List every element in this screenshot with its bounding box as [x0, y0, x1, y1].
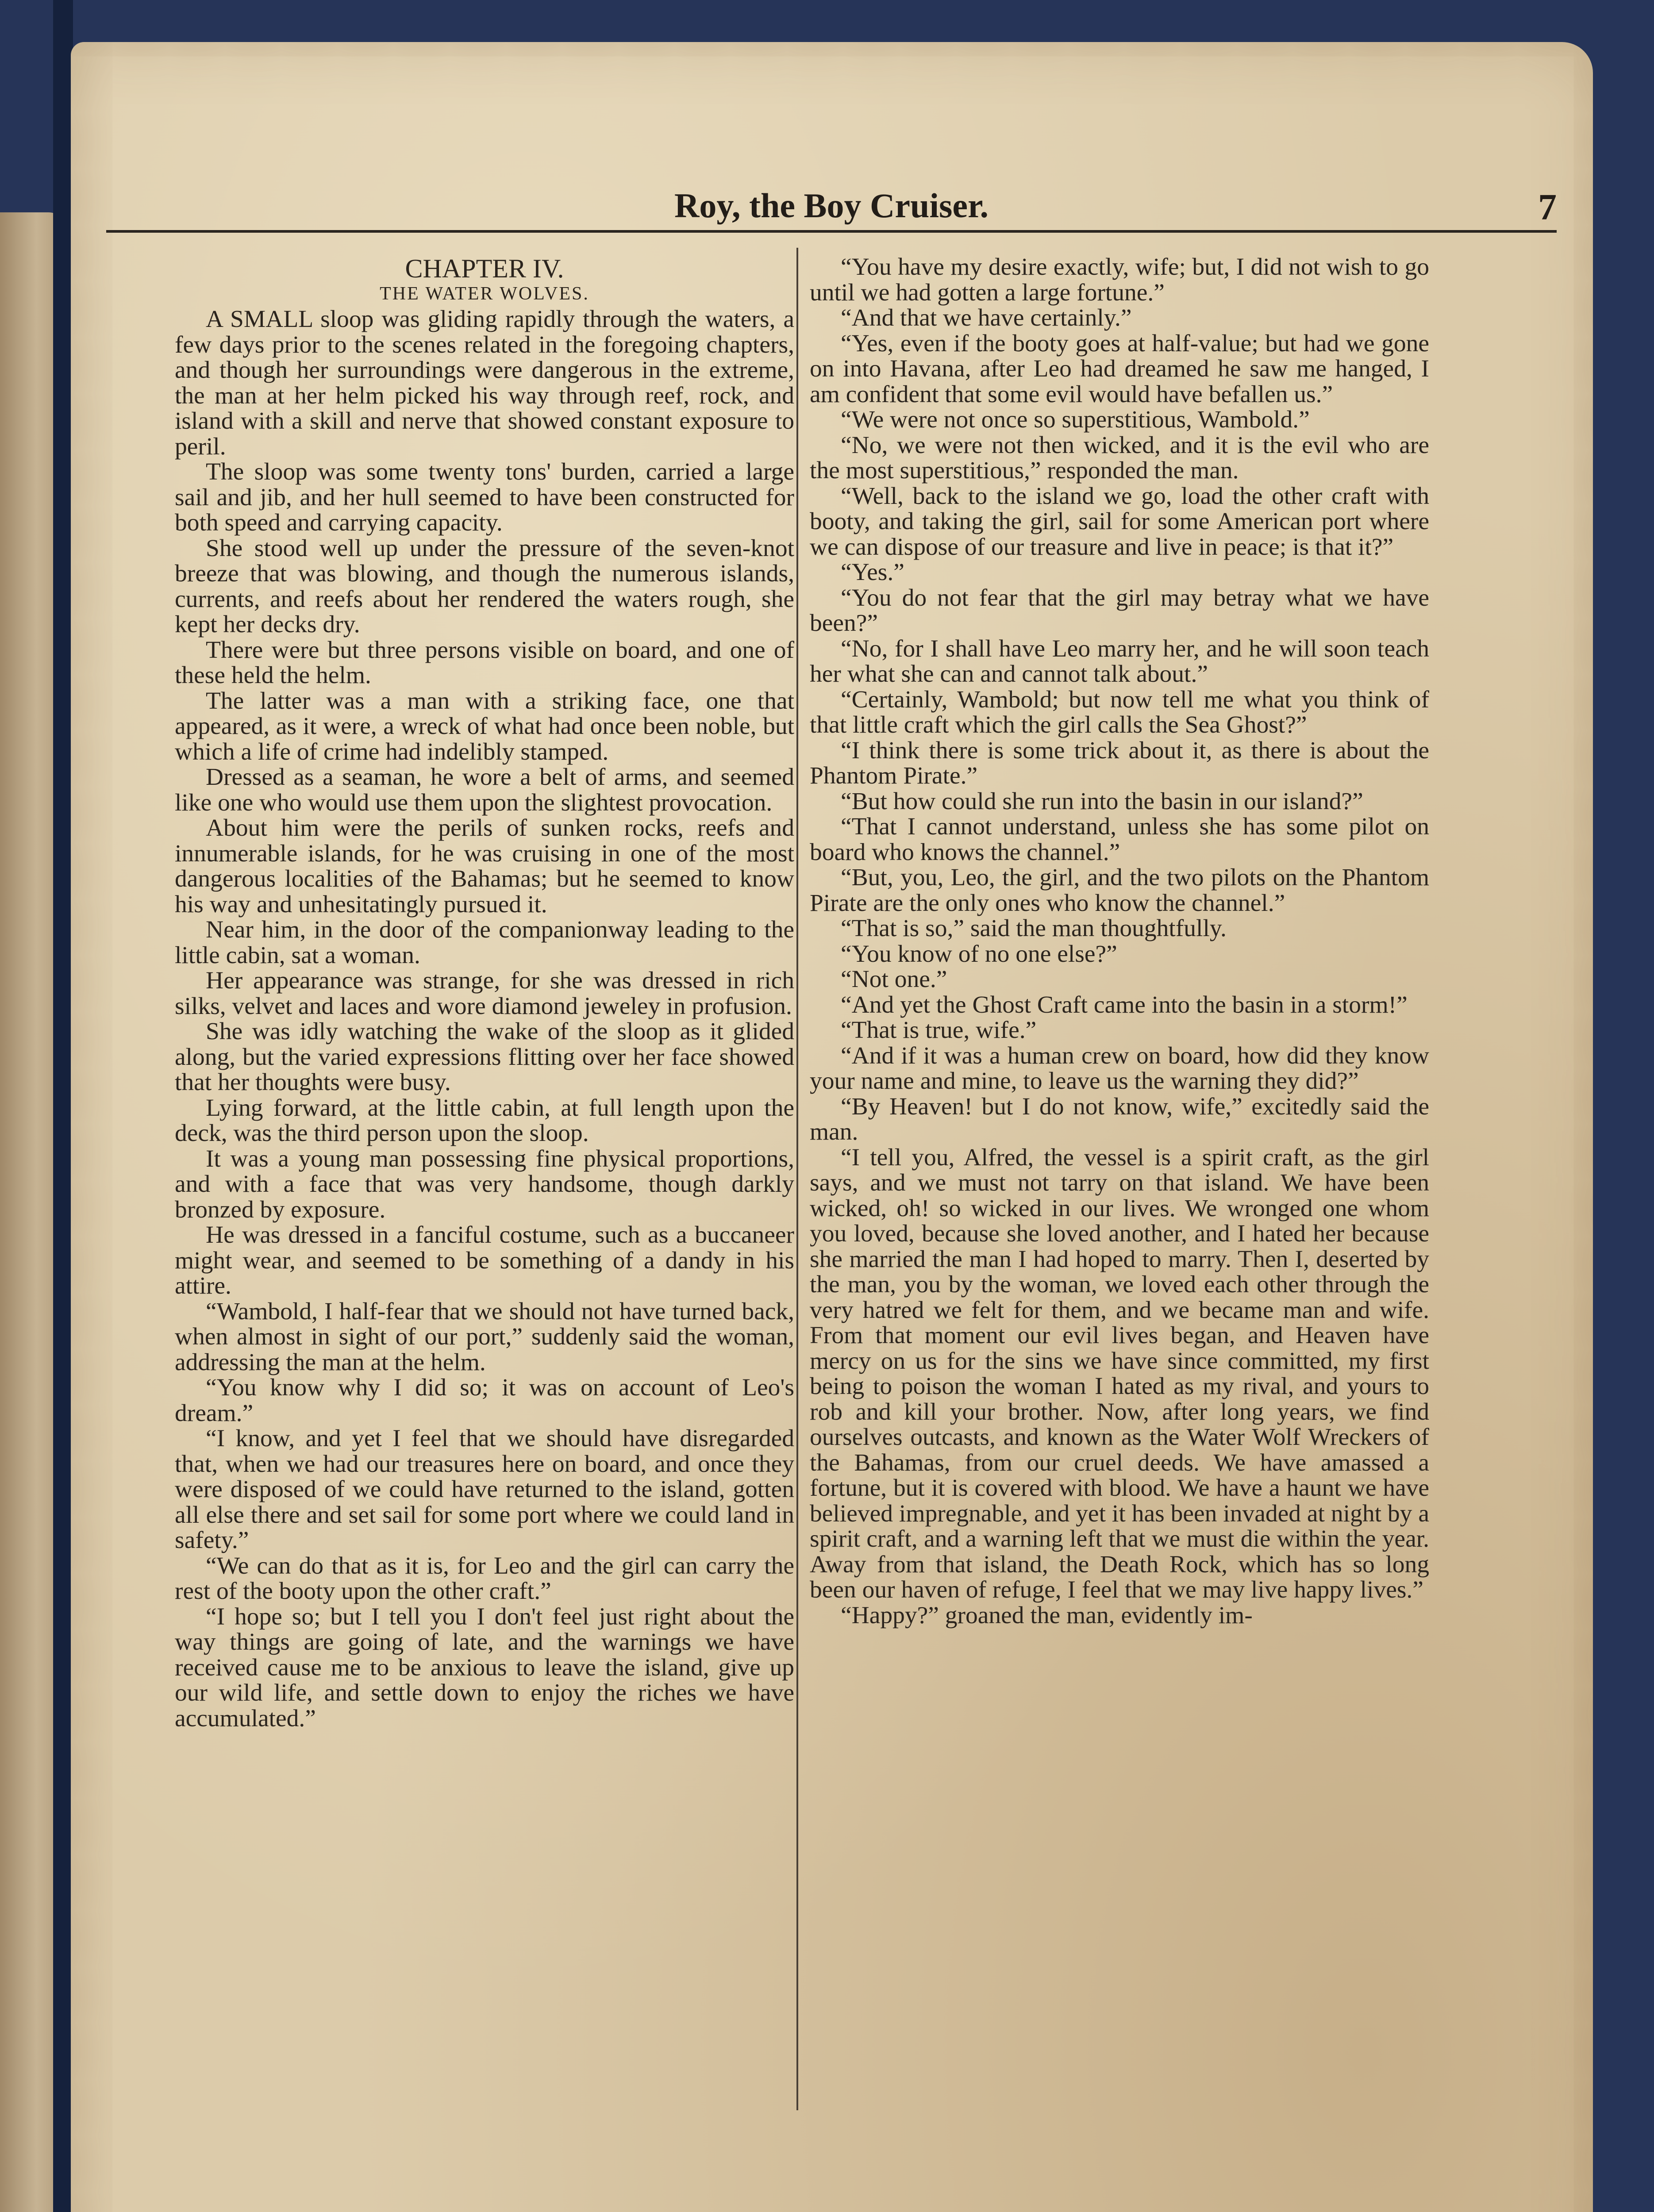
paragraph: Her appearance was strange, for she was dressed in rich silks, velvet and laces and wore diamond jeweley in profusion.	[175, 967, 794, 1020]
paragraph: “We can do that as it is, for Leo and the girl can carry the rest of the booty upon the other craft.”	[175, 1552, 794, 1605]
paragraph: “No, we were not then wicked, and it is the evil who are the most superstitious,” responded the man.	[810, 431, 1429, 484]
paragraph: “We were not once so superstitious, Wambold.”	[841, 406, 1310, 433]
paragraph: “That is true, wife.”	[841, 1017, 1037, 1044]
paragraph: “You have my desire exactly, wife; but, I did not wish to go until we had gotten a large fortune.”	[810, 254, 1429, 306]
paragraph: “I tell you, Alfred, the vessel is a spirit craft, as the girl says, and we must not tarry on that island. We have been wicked, oh! so wicked in our lives. We wronged one whom you loved, because she loved another, and I hated her because she married the man I had hoped to marry. Then I, deserted by the man, you by the woman, we loved each other through the very hatred we felt for them, and we became man and wife. From that moment our evil lives began, and Heaven have mercy on us for the sins we have since committed, my first being to poison the woman I hated as my rival, and yours to rob and kill your brother. Now, after long years, we find ourselves outcasts, and known as the Water Wolf Wreckers of the Bahamas, from our cruel deeds. We have amassed a fortune, but it is covered with blood. We have a haunt we have believed impregnable, and yet it has been invaded at night by a spirit craft, and a warning left that we must die within the year. Away from that island, the Death Rock, which has so long been our haven of refuge, I feel that we may live happy lives.”	[810, 1144, 1429, 1603]
paragraph: “Wambold, I half-fear that we should not have turned back, when almost in sight of our port,” suddenly said the woman, addressing the man at the helm.	[175, 1298, 794, 1376]
paragraph: “That is so,” said the man thoughtfully.	[841, 915, 1227, 942]
paragraph: “And if it was a human crew on board, how did they know your name and mine, to leave us the warning they did?”	[810, 1042, 1429, 1094]
chapter-title: CHAPTER IV.	[405, 254, 564, 283]
right-text-column	[810, 254, 1429, 2112]
chapter-subtitle: THE WATER WOLVES.	[380, 284, 589, 304]
paragraph: “And that we have certainly.”	[841, 304, 1132, 331]
paragraph: A SMALL sloop was gliding rapidly through the waters, a few days prior to the scenes related in the foregoing chapters, and though her surroundings were dangerous in the extreme, the man at her helm picked his way through reef, rock, and island with a skill and nerve that showed constant exposure to peril.	[175, 306, 794, 460]
page-number: 7	[1538, 187, 1557, 228]
paragraph: “You do not fear that the girl may betray what we have been?”	[810, 584, 1429, 637]
paragraph: “No, for I shall have Leo marry her, and he will soon teach her what she can and cannot talk about.”	[810, 635, 1429, 687]
paragraph: There were but three persons visible on board, and one of these held the helm.	[175, 636, 794, 689]
paragraph: “I know, and yet I feel that we should have disregarded that, when we had our treasures here on board, and once they were disposed of we could have returned to the island, gotten all else there and set sail for some port where we could land in safety.”	[175, 1425, 794, 1554]
paragraph: She stood well up under the pressure of the seven-knot breeze that was blowing, and though the numerous islands, currents, and reefs about her rendered the waters rough, she kept her decks dry.	[175, 534, 794, 638]
paragraph: “Well, back to the island we go, load the other craft with booty, and taking the girl, sail for some American port where we can dispose of our treasure and live in peace; is that it?”	[810, 482, 1429, 561]
paragraph: The latter was a man with a striking face, one that appeared, as it were, a wreck of what had once been noble, but which a life of crime had indelibly stamped.	[175, 687, 794, 765]
column-divider	[796, 248, 798, 2110]
paragraph: It was a young man possessing fine physical proportions, and with a face that was very handsome, though darkly bronzed by exposure.	[175, 1145, 794, 1223]
paragraph: The sloop was some twenty tons' burden, carried a large sail and jib, and her hull seemed to have been constructed for both speed and carrying capacity.	[175, 458, 794, 536]
running-title: Roy, the Boy Cruiser.	[674, 186, 989, 225]
paragraph: Near him, in the door of the companionway leading to the little cabin, sat a woman.	[175, 916, 794, 969]
paragraph: “Yes, even if the booty goes at half-value; but had we gone on into Havana, after Leo had dreamed he saw me hanged, I am confident that some evil would have befallen us.”	[810, 330, 1429, 408]
paragraph: Lying forward, at the little cabin, at full length upon the deck, was the third person upon the sloop.	[175, 1094, 794, 1147]
paragraph: “By Heaven! but I do not know, wife,” excitedly said the man.	[810, 1093, 1429, 1145]
paragraph: “Happy?” groaned the man, evidently im-	[841, 1601, 1253, 1629]
paragraph: “I hope so; but I tell you I don't feel just right about the way things are going of late, and the warnings we have received cause me to be anxious to leave the island, give up our wild life, and settle down to enjoy the riches we have accumulated.”	[175, 1603, 794, 1732]
paragraph: “You know of no one else?”	[841, 940, 1117, 968]
paragraph: “But how could she run into the basin in our island?”	[841, 787, 1363, 815]
page-header	[106, 137, 1557, 233]
paragraph: “But, you, Leo, the girl, and the two pilots on the Phantom Pirate are the only ones who know the channel.”	[810, 864, 1429, 917]
paragraph: “That I cannot understand, unless she has some pilot on board who knows the channel.”	[810, 813, 1429, 866]
paragraph: “Certainly, Wambold; but now tell me what you think of that little craft which the girl calls the Sea Ghost?”	[810, 686, 1429, 738]
paragraph: “You know why I did so; it was on account of Leo's dream.”	[175, 1374, 794, 1427]
paragraph: “Not one.”	[841, 966, 947, 993]
paragraph: “I think there is some trick about it, as there is about the Phantom Pirate.”	[810, 737, 1429, 789]
paragraph: Dressed as a seaman, he wore a belt of arms, and seemed like one who would use them upon the slightest provocation.	[175, 764, 794, 816]
paragraph: “And yet the Ghost Craft came into the basin in a storm!”	[841, 991, 1408, 1018]
paragraph: He was dressed in a fanciful costume, such as a buccaneer might wear, and seemed to be something of a dandy in his attire.	[175, 1221, 794, 1299]
paragraph: She was idly watching the wake of the sloop as it glided along, but the varied expressions flitting over her face showed that her thoughts were busy.	[175, 1018, 794, 1096]
paragraph: “Yes.”	[841, 559, 904, 586]
left-text-column	[175, 254, 794, 2112]
binding-spine	[53, 0, 73, 2212]
paragraph: About him were the perils of sunken rocks, reefs and innumerable islands, for he was cruising in one of the most dangerous localities of the Bahamas; but he seemed to know his way and unhesitatingly pursued it.	[175, 814, 794, 918]
